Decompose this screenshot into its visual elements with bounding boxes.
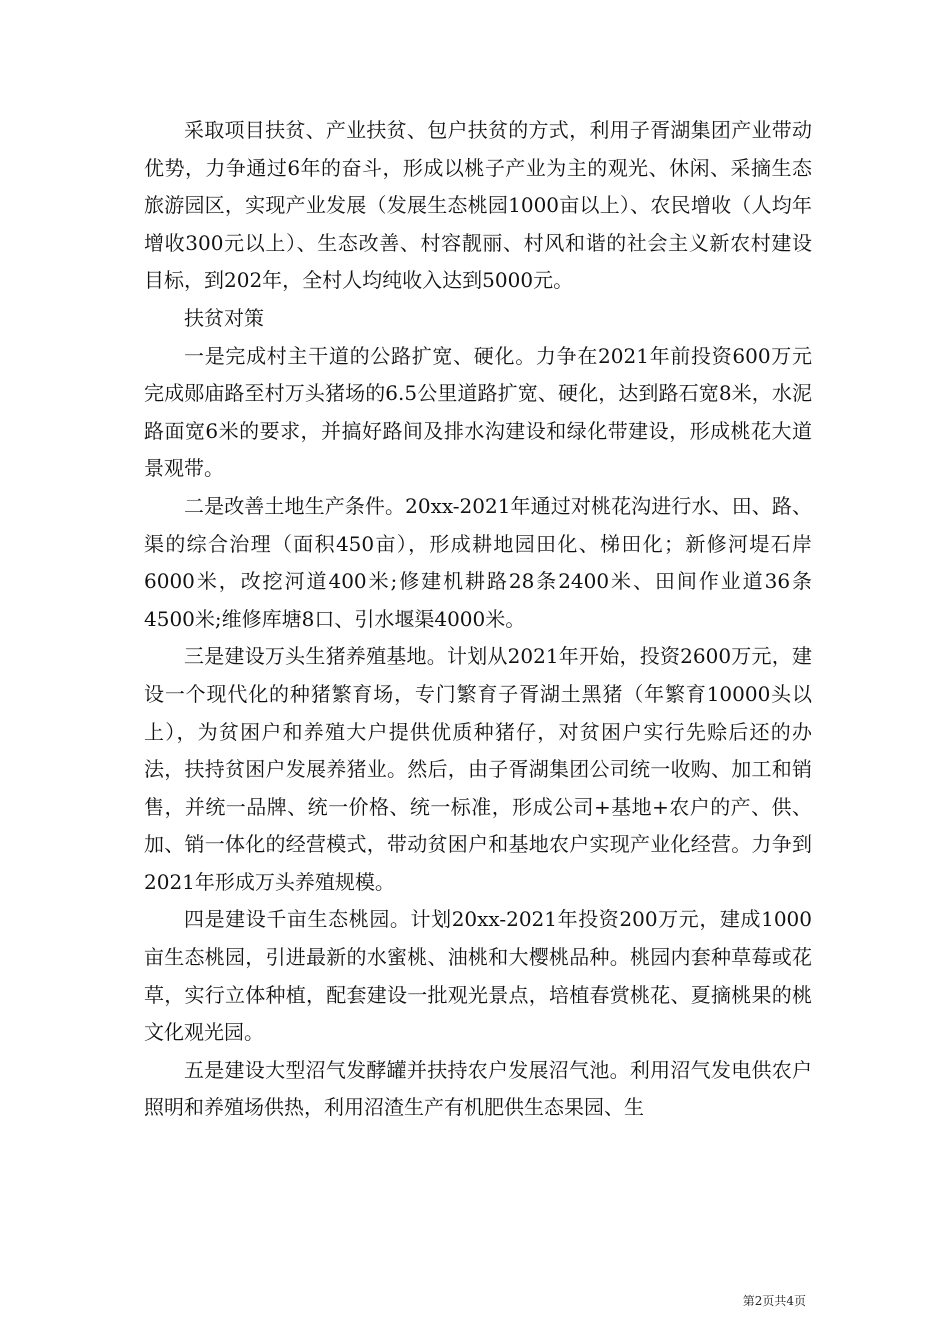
paragraph-heading-strategy: 扶贫对策: [184, 305, 264, 330]
page-number: 第2页共4页: [742, 1294, 806, 1308]
paragraph-goal: 采取项目扶贫、产业扶贫、包户扶贫的方式，利用子胥湖集团产业带动优势，力争通过6年的奋斗，形成以桃子产业为主的观光、休闲、采摘生态旅游园区，实现产业发展（发展生态桃园1000亩以上）、农民增收（人均年增收300元以上）、生态改善、村容靓丽、村风和谐的社会主义新农村建设目标，到202年，全村人均纯收入达到5000元。: [144, 118, 812, 293]
paragraph-biogas: 五是建设大型沼气发酵罐并扶持农户发展沼气池。利用沼气发电供农户照明和养殖场供热，利用沼渣生产有机肥供生态果园、生: [144, 1057, 812, 1120]
document-body: [144, 112, 812, 1127]
paragraph-road: 一是完成村主干道的公路扩宽、硬化。力争在2021年前投资600万元完成郧庙路至村万头猪场的6.5公里道路扩宽、硬化，达到路石宽8米，水泥路面宽6米的要求，并搞好路间及排水沟建设和绿化带建设，形成桃花大道景观带。: [144, 343, 812, 481]
paragraph-peach-orchard: 四是建设千亩生态桃园。计划20xx-2021年投资200万元，建成1000亩生态桃园，引进最新的水蜜桃、油桃和大樱桃品种。桃园内套种草莓或花草，实行立体种植，配套建设一批观光景点，培植春赏桃花、夏摘桃果的桃文化观光园。: [144, 907, 812, 1045]
paragraph-land: 二是改善土地生产条件。20xx-2021年通过对桃花沟进行水、田、路、渠的综合治理（面积450亩），形成耕地园田化、梯田化；新修河堤石岸6000米，改挖河道400米;修建机耕路28条2400米、田间作业道36条4500米;维修库塘8口、引水堰渠4000米。: [144, 493, 812, 631]
paragraph-pig-farm: 三是建设万头生猪养殖基地。计划从2021年开始，投资2600万元，建设一个现代化的种猪繁育场，专门繁育子胥湖土黑猪（年繁育10000头以上），为贫困户和养殖大户提供优质种猪仔，对贫困户实行先赊后还的办法，扶持贫困户发展养猪业。然后，由子胥湖集团公司统一收购、加工和销售，并统一品牌、统一价格、统一标准，形成公司+基地+农户的产、供、加、销一体化的经营模式，带动贫困户和基地农户实现产业化经营。力争到2021年形成万头养殖规模。: [144, 644, 812, 894]
